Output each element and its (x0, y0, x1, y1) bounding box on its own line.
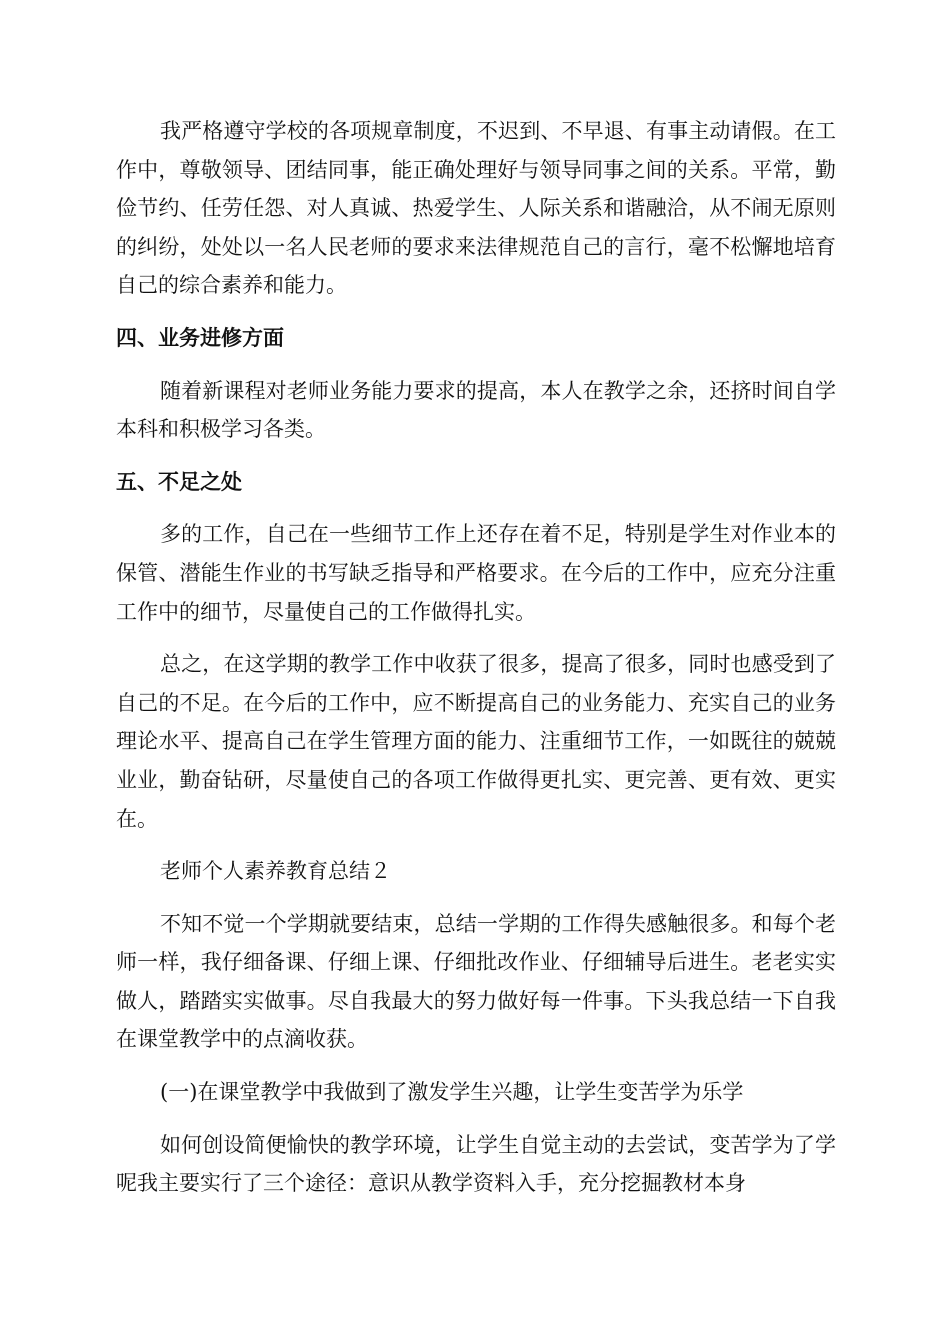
paragraph-conclusion: 总之，在这学期的教学工作中收获了很多，提高了很多，同时也感受到了自己的不足。在今后的工作中，应不断提高自己的业务能力、充实自己的业务理论水平、提高自己在学生管理方面的能力、注重细节工作，一如既往的兢兢业业，勤奋钻研，尽量使自己的各项工作做得更扎实、更完善、更有效、更实在。 (116, 652, 836, 831)
paragraph-study: 随着新课程对老师业务能力要求的提高，本人在教学之余，还挤时间自学本科和积极学习各类。 (116, 378, 836, 442)
paragraph-conduct: 我严格遵守学校的各项规章制度，不迟到、不早退、有事主动请假。在工作中，尊敬领导、团结同事，能正确处理好与领导同事之间的关系。平常，勤俭节约、任劳任怨、对人真诚、热爱学生、人际关系和谐融洽，从不闹无原则的纠纷，处处以一名人民老师的要求来法律规范自己的言行，毫不松懈地培育自己的综合素养和能力。 (116, 119, 836, 298)
paragraph-shortcomings: 多的工作，自己在一些细节工作上还存在着不足，特别是学生对作业本的保管、潜能生作业的书写缺乏指导和严格要求。在今后的工作中，应充分注重工作中的细节，尽量使自己的工作做得扎实。 (116, 522, 836, 624)
paragraph-methods: 如何创设简便愉快的教学环境，让学生自觉主动的去尝试，变苦学为了学呢我主要实行了三个途径：意识从教学资料入手，充分挖掘教材本身 (116, 1132, 836, 1196)
section-heading-shortcomings: 五、不足之处 (116, 469, 242, 494)
paragraph-point-1: (一)在课堂教学中我做到了激发学生兴趣，让学生变苦学为乐学 (160, 1080, 744, 1105)
document-subtitle: 老师个人素养教育总结２ (160, 859, 391, 884)
document-page (116, 112, 836, 1203)
paragraph-intro-2: 不知不觉一个学期就要结束，总结一学期的工作得失感触很多。和每个老师一样，我仔细备课、仔细上课、仔细批改作业、仔细辅导后进生。老老实实做人，踏踏实实做事。尽自我最大的努力做好每一件事。下头我总结一下自我在课堂教学中的点滴收获。 (116, 911, 836, 1052)
section-heading-study: 四、业务进修方面 (116, 325, 284, 350)
